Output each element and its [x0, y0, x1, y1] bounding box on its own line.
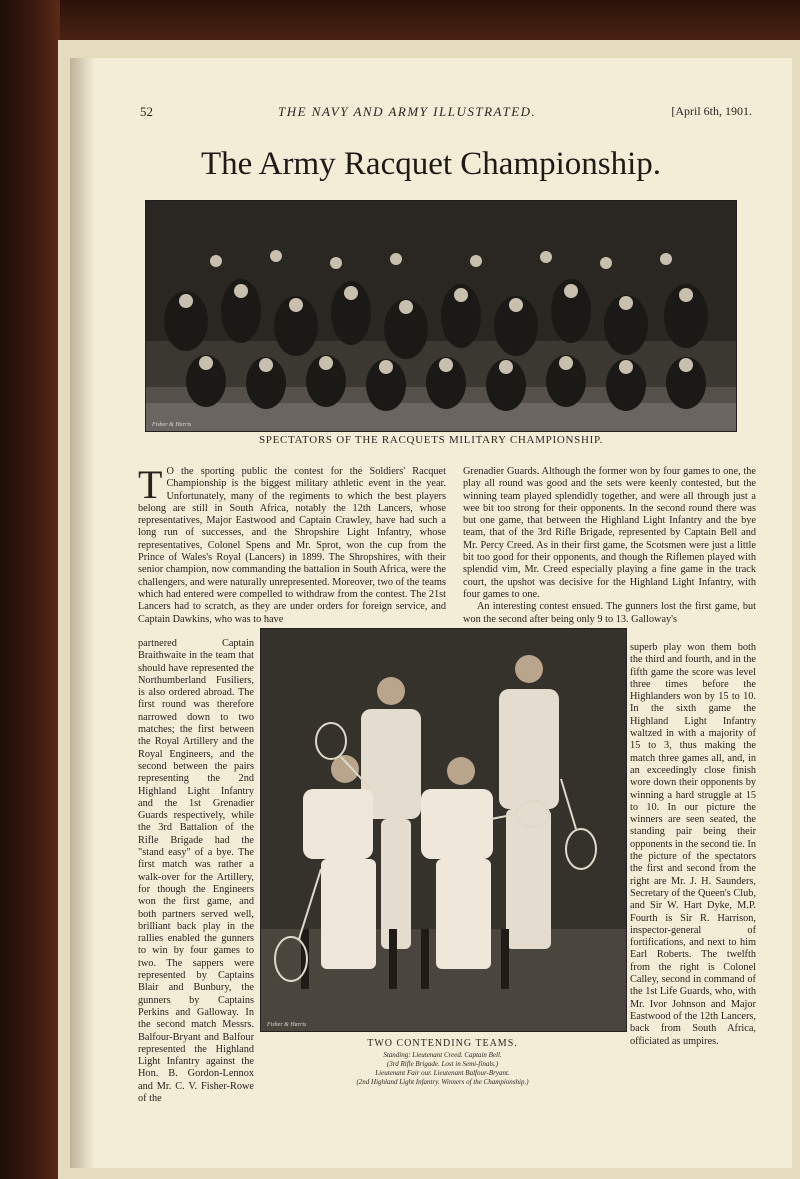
- article-paragraph: partnered Captain Braithwaite in the team that should have represented the Northumberland Fusiliers, is also ordered abroad. The first round was therefore narrowed down to two matches; the first between the Royal Artillery and the Royal Engineers, and the second between the pairs representing the 2nd Highland Light Infantry and the 1st Grenadier Guards respectively, while the 3rd Battalion of the Rifle Brigade had the "stand easy" of a bye. The first match was rather a walk-over for the Artillery, for though the Engineers won the first game, and both partners served well, brilliant back play in the rallies enabled the gunners to win by four games to two. The sappers were represented by Captains Blair and Bunbury, the gunners by Captains Perkins and Galloway. In the second match Messrs. Balfour-Bryant and Balfour represented the Highland Light Infantry against the Hon. B. Gordon-Lennox and Mr. C. V. Fisher-Rowe of the: [138, 638, 254, 1104]
- book-binding-spine: [0, 0, 60, 1179]
- spectators-photo-image: [146, 201, 736, 431]
- magazine-page: [70, 58, 792, 1168]
- book-binding-top: [0, 0, 800, 40]
- teams-photo: [260, 628, 627, 1032]
- article-paragraph: Grenadier Guards. Although the former won by four games to one, the play all round was good and the sets were keenly contested, but the winning team played splendidly together, and were all through just a wee bit too strong for their opponents. In the second round there was but one game, that between the Highland Light Infantry and the bye team, that of the 3rd Rifle Brigade, represented by Captain Bell and Mr. Percy Creed. As in their first game, the Scotsmen were just a little bit too good for their opponents, and though the Riflemen played with splendid vim, Mr. Creed especially playing a fine game in the track court, the upshot was decisive for the Highland Light Infantry, with four games to one.: [463, 466, 756, 600]
- article-column-left-bottom: [138, 638, 254, 1105]
- teams-caption-line: Lieutenant Fair our. Lieutenant Balfour-Bryant.: [375, 1069, 510, 1077]
- teams-caption: [260, 1038, 625, 1087]
- teams-caption-line: Standing: Lieutenant Creed. Captain Bell.: [383, 1051, 502, 1059]
- spectators-caption: SPECTATORS OF THE RACQUETS MILITARY CHAMPIONSHIP.: [258, 434, 604, 446]
- teams-caption-title: TWO CONTENDING TEAMS.: [367, 1038, 518, 1049]
- running-header: [70, 104, 792, 124]
- article-title: The Army Racquet Championship.: [200, 146, 662, 182]
- issue-date: [April 6th, 1901.: [671, 104, 752, 118]
- article-paragraph: superb play won them both the third and fourth, and in the fifth game the score was level three times before the Highlanders won by 15 to 10. In the sixth game the Highland Light Infantry waltzed in with a majority of 15 to 3, thus making the match three games all, and, in an exceedingly close finish wore down their opponents by winning a hard struggle at 15 to 10. In our picture the winners are seen seated, the standing pair being their opponents in the second tie. In the picture of the spectators the first and second from the right are Mr. J. H. Saunders, Secretary of the Queen's Club, and Sir W. Hart Dyke, M.P. Fourth is Sir R. Harrison, inspector-general of fortifications, and next to him Earl Roberts. The twelfth from the right is Colonel Calley, second in command of the 1st Life Guards, who, with Mr. Ivor Johnson and Major Eastwood of the 12th Lancers, back from South Africa, officiated as umpires.: [630, 642, 756, 1047]
- teams-photo-image: [261, 629, 626, 1031]
- article-paragraph: O the sporting public the contest for the Soldiers' Racquet Championship is the biggest military athletic event in the year. Unfortunately, many of the regiments to which the best players belong are still in South Africa, notably the 12th Lancers, whose representatives, Major Eastwood and Captain Crawley, have had such a long run of successes, and the Shropshire Light Infantry, whose representatives, Colonel Spens and Mr. Sprot, won the cup from the Prince of Wales's Royal (Lancers) in 1899. The Shropshires, with their senior champion, now commanding the battalion in South Africa, were the challengers, and were naturally unrepresented. Moreover, two of the teams which had entered were compelled to withdraw from the contest. The 21st Lancers had to scratch, as they are under orders for foreign service, and Captain Dawkins, who was to have: [138, 466, 446, 625]
- gutter-shadow: [70, 58, 94, 1168]
- article-column-right-top: [463, 466, 756, 626]
- article-column-left-top: [138, 462, 446, 626]
- publication-title: THE NAVY AND ARMY ILLUSTRATED.: [278, 104, 537, 119]
- photo-credit: Fisher & Harris: [267, 1022, 307, 1028]
- teams-caption-line: (2nd Highland Light Infantry. Winners of the Championship.): [356, 1078, 529, 1086]
- spectators-photo: [145, 200, 737, 432]
- photo-credit: Fisher & Harris: [152, 422, 192, 428]
- drop-cap: T: [138, 462, 163, 507]
- teams-caption-line: (3rd Rifle Brigade. Lost in Semi-finals.): [386, 1060, 499, 1068]
- page-number: 52: [140, 104, 153, 119]
- article-paragraph: An interesting contest ensued. The gunners lost the first game, but won the second after being only 9 to 13. Galloway's: [463, 601, 756, 625]
- article-column-right-bottom: [630, 642, 756, 1048]
